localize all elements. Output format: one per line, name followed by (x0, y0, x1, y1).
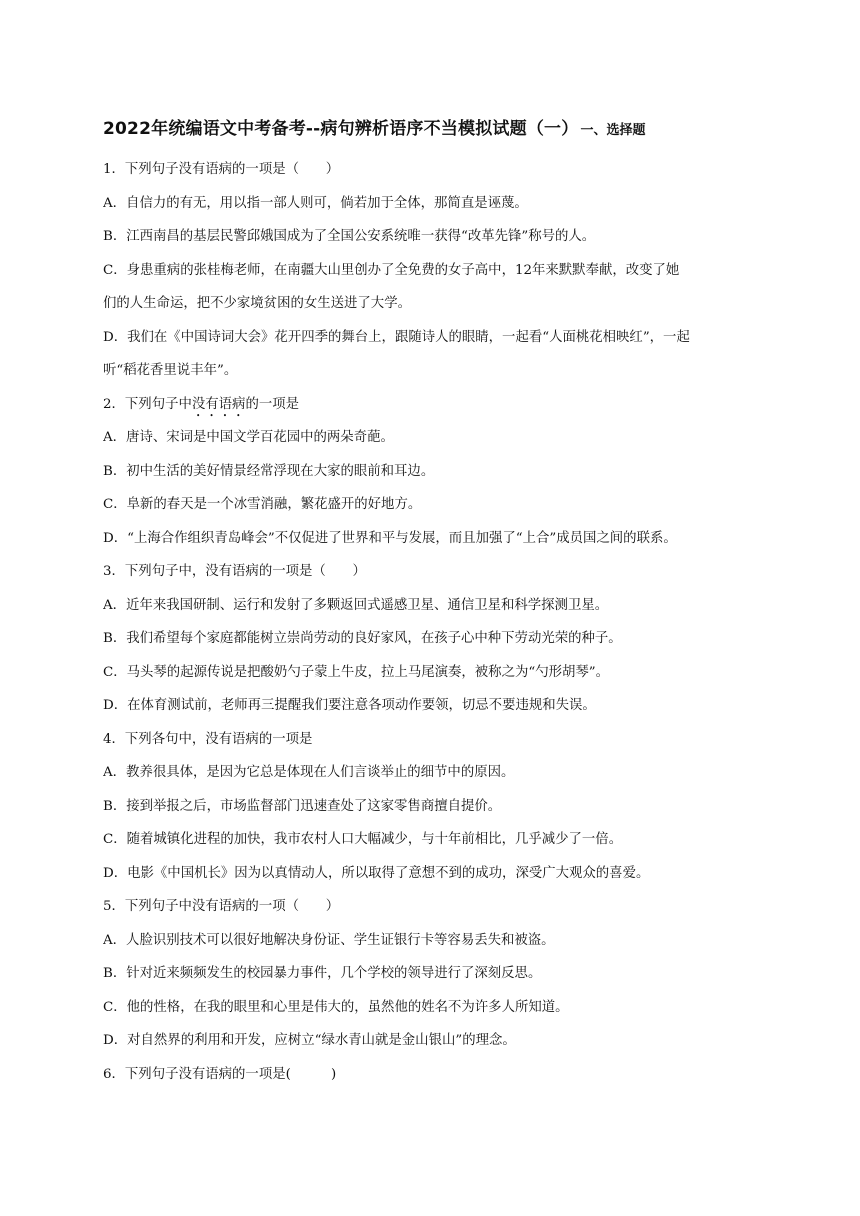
question-stem: 5．下列句子中没有语病的一项（ ） (103, 899, 340, 914)
option-text: C．他的性格，在我的眼里和心里是伟大的，虽然他的姓名不为许多人所知道。 (103, 999, 569, 1015)
question-stem: 3．下列句子中，没有语病的一项是（ ） (103, 564, 366, 579)
stem-prefix: 2．下列句子中 (103, 396, 192, 412)
option-text: B．接到举报之后，市场监督部门迅速查处了这家零售商擅自提价。 (103, 798, 502, 814)
question-list (103, 153, 773, 1091)
option-text: 听“稻花香里说丰年”。 (103, 363, 238, 378)
question-stem (103, 388, 773, 422)
page-title: 2022年统编语文中考备考--病句辨析语序不当模拟试题（一） (103, 119, 579, 139)
option-text: B．江西南昌的基层民警邱娥国成为了全国公安系统唯一获得“改革先锋”称号的人。 (103, 229, 596, 244)
option-text: D．在体育测试前，老师再三提醒我们要注意各项动作要领，切忌不要违规和失误。 (103, 698, 596, 713)
option-text: D．“上海合作组织青岛峰会”不仅促进了世界和平与发展，而且加强了“上合”成员国之间的联系。 (103, 530, 677, 546)
option-text: B．针对近来频频发生的校园暴力事件，几个学校的领导进行了深刻反思。 (103, 966, 542, 981)
option-text: C．马头琴的起源传说是把酸奶勺子蒙上牛皮，拉上马尾演奏，被称之为“勺形胡琴”。 (103, 664, 609, 680)
option-text: A．近年来我国研制、运行和发射了多颗返回式遥感卫星、通信卫星和科学探测卫星。 (103, 597, 609, 613)
option-text: C．阜新的春天是一个冰雪消融，繁花盛开的好地方。 (103, 497, 422, 512)
stem-suffix: 的一项是 (245, 396, 299, 412)
option-text: 们的人生命运，把不少家境贫困的女生送进了大学。 (103, 296, 411, 311)
question-stem: 6．下列句子没有语病的一项是( ) (103, 1066, 337, 1082)
emphasized-text: 没有语病 (191, 396, 246, 412)
question-stem: 4．下列各句中，没有语病的一项是 (103, 731, 313, 747)
option-text: A．唐诗、宋词是中国文学百花园中的两朵奇葩。 (103, 430, 394, 445)
option-text: D．我们在《中国诗词大会》花开四季的舞台上，跟随诗人的眼睛，一起看“人面桃花相映红”，一起 (103, 329, 690, 345)
option-text: A．教养很具体，是因为它总是体现在人们言谈举止的细节中的原因。 (103, 765, 515, 780)
title-line (103, 114, 823, 139)
question-stem: 1．下列句子没有语病的一项是（ ） (103, 162, 340, 177)
option-text: D．对自然界的利用和开发，应树立“绿水青山就是金山银山”的理念。 (103, 1033, 516, 1048)
option-text: C．随着城镇化进程的加快，我市农村人口大幅减少，与十年前相比，几乎减少了一倍。 (103, 832, 623, 847)
section-heading: 一、选择题 (580, 123, 646, 138)
option-text: A．人脸识别技术可以很好地解决身份证、学生证银行卡等容易丢失和被盗。 (103, 932, 555, 948)
option-text: B．我们希望每个家庭都能树立崇尚劳动的良好家风，在孩子心中种下劳动光荣的种子。 (103, 631, 622, 646)
option-text: A．自信力的有无，用以指一部人则可，倘若加于全体，那简直是诬蔑。 (103, 195, 528, 211)
option-text: B．初中生活的美好情景经常浮现在大家的眼前和耳边。 (103, 463, 435, 479)
option-text: C．身患重病的张桂梅老师，在南疆大山里创办了全免费的女子高中，12年来默默奉献，改变了她 (103, 262, 680, 278)
option-text: D．电影《中国机长》因为以真情动人，所以取得了意想不到的成功，深受广大观众的喜爱。 (103, 865, 650, 881)
